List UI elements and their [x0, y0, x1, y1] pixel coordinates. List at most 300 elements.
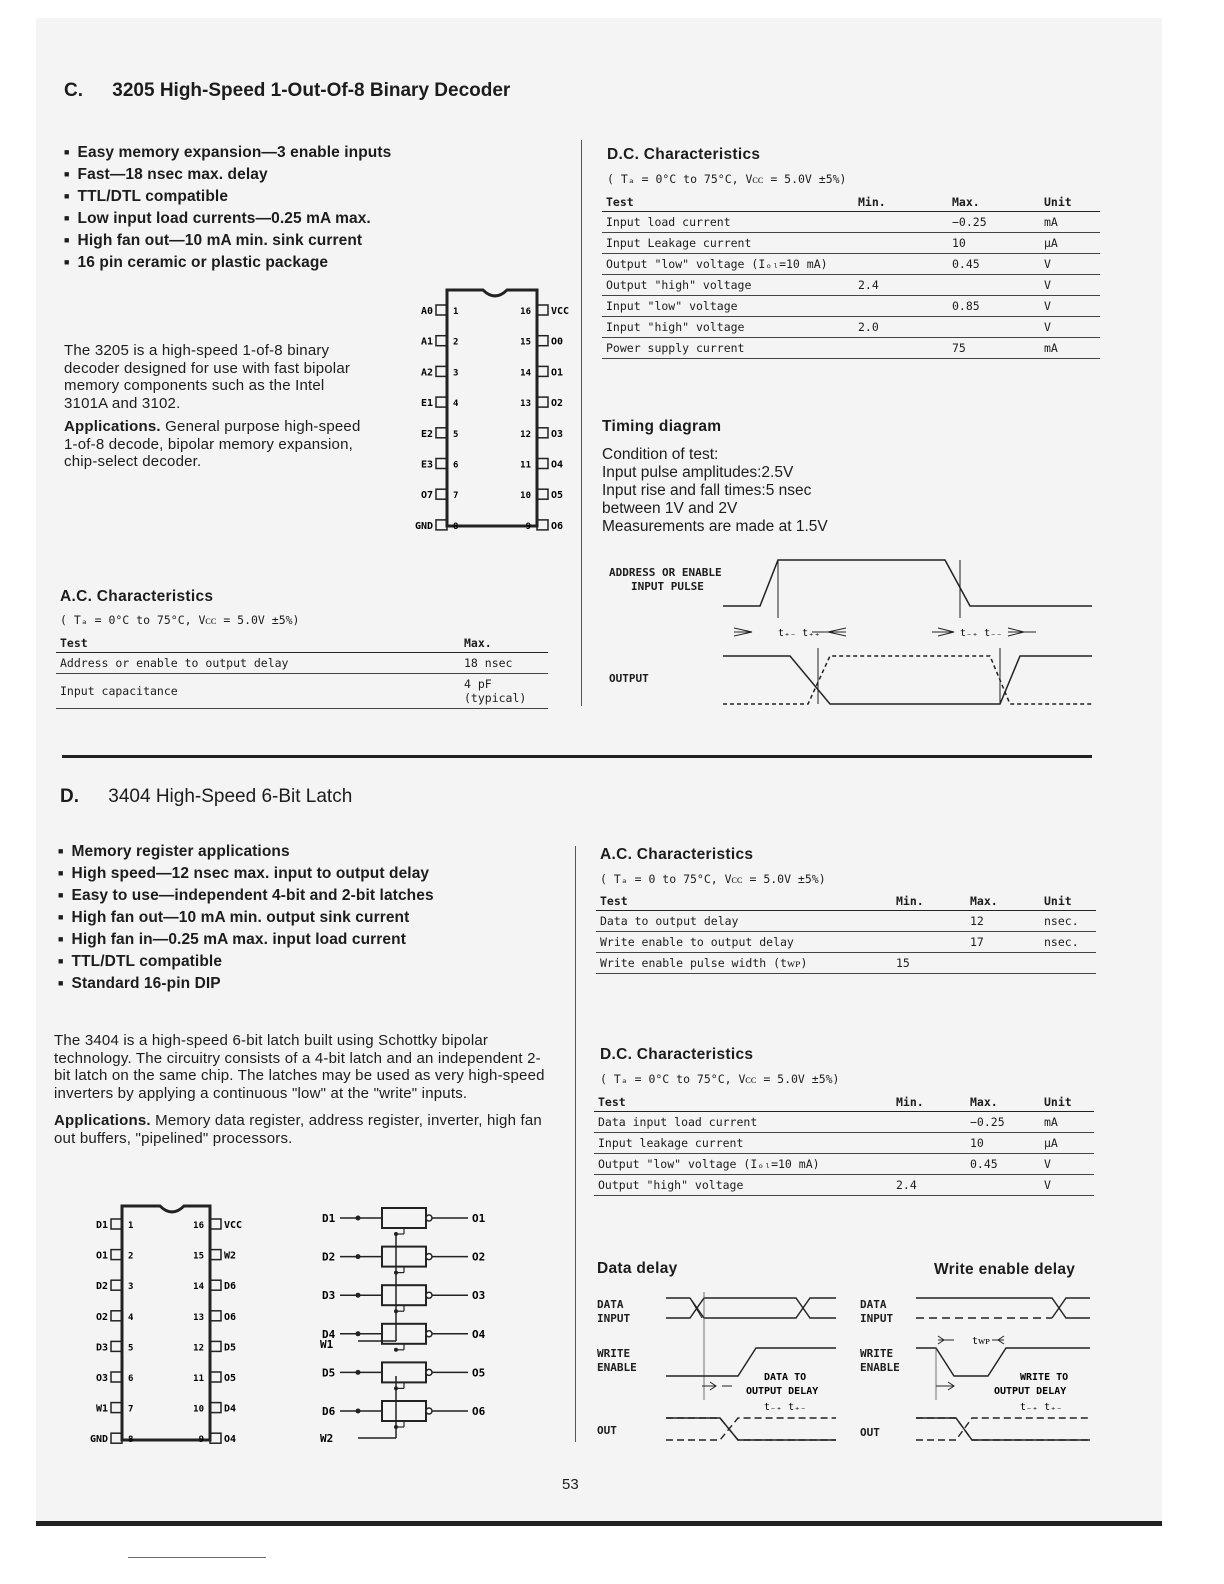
inverter-bubble	[426, 1215, 432, 1221]
table-cell: nsec.	[1040, 932, 1096, 953]
table-cell: V	[1040, 1175, 1094, 1196]
table-cell	[854, 254, 948, 275]
latch-buffer	[382, 1208, 426, 1228]
section-c-dc-condition: ( Tₐ = 0°C to 75°C, Vᴄᴄ = 5.0V ±5%)	[607, 172, 847, 186]
section-d-dc-condition: ( Tₐ = 0°C to 75°C, Vᴄᴄ = 5.0V ±5%)	[600, 1072, 840, 1086]
pin-stub	[537, 428, 548, 438]
table-cell: Output "high" voltage	[594, 1175, 892, 1196]
table-header-row	[56, 634, 548, 653]
latch-buffer	[382, 1247, 426, 1267]
applications-paragraph	[64, 418, 368, 471]
output-label: OUTPUT	[609, 672, 649, 685]
pinout-3205-pins	[415, 305, 569, 532]
col-max: Max.	[966, 1093, 1040, 1112]
write-delay-waveform	[914, 1290, 1094, 1450]
table-row	[596, 932, 1096, 953]
pin-name-label: D1	[95, 1220, 108, 1231]
table-row	[594, 1133, 1094, 1154]
pin-stub	[111, 1280, 122, 1290]
table-cell: −0.25	[966, 1112, 1040, 1133]
pin-stub	[537, 336, 548, 346]
table-cell: 2.0	[854, 317, 948, 338]
write-delay-out-label: OUT	[860, 1426, 880, 1439]
feature-item: ■ Fast—18 nsec max. delay	[64, 166, 484, 184]
column-divider-c	[581, 140, 582, 706]
pin-stub	[111, 1433, 122, 1443]
feature-item: ■ TTL/DTL compatible	[58, 953, 538, 971]
label-line: INPUT	[860, 1312, 894, 1325]
table-row	[56, 674, 548, 709]
pin-name-label: W2	[224, 1250, 237, 1262]
table-cell	[892, 1112, 966, 1133]
timing-condition-line: Measurements are made at 1.5V	[602, 518, 828, 535]
timing-title: Timing diagram	[602, 418, 722, 435]
table-cell: 2.4	[892, 1175, 966, 1196]
table-cell: 2.4	[854, 275, 948, 296]
description-text: The 3205 is a high-speed 1-of-8 binary decoder designed for use with fast bipolar memory components such as the Intel 3101A and 3102.	[64, 342, 351, 412]
section-d-dc-table	[594, 1093, 1094, 1196]
pin-name-label: O0	[551, 336, 564, 348]
table-row	[602, 338, 1100, 359]
table-cell: V	[1040, 275, 1100, 296]
pin-number-label: 1	[453, 307, 459, 317]
pin-stub	[537, 366, 548, 376]
pin-number-label: 16	[520, 307, 531, 317]
timing-condition-line: between 1V and 2V	[602, 500, 738, 517]
data-delay-text: t₋₊ t₊₋	[764, 1402, 807, 1413]
pin-number-label: 13	[520, 399, 531, 410]
pin-name-label: O7	[420, 490, 433, 502]
pin-number-label: 8	[453, 521, 459, 532]
label-line: DATA	[597, 1298, 624, 1311]
pinout-3404-pins	[90, 1219, 242, 1445]
table-cell	[854, 338, 948, 359]
pin-name-label: D2	[95, 1281, 108, 1293]
feature-item: ■ Memory register applications	[58, 843, 538, 861]
feature-item: ■ High fan out—10 mA min. output sink current	[58, 909, 538, 927]
pin-number-label: 6	[453, 460, 459, 471]
pin-stub	[111, 1403, 122, 1413]
data-delay-write-label	[597, 1347, 637, 1375]
table-cell: 17	[966, 932, 1040, 953]
table-cell: 12	[966, 911, 1040, 932]
logic-output-label: O3	[472, 1289, 486, 1303]
pin-number-label: 9	[525, 521, 531, 532]
table-cell	[966, 1175, 1040, 1196]
table-cell	[854, 233, 948, 254]
pin-stub	[436, 459, 447, 469]
table-cell: Output "low" voltage (Iₒₗ=10 mA)	[602, 254, 854, 275]
section-divider	[62, 755, 1092, 758]
logic-output-label: O1	[472, 1212, 486, 1225]
applications-label: Applications.	[54, 1112, 151, 1129]
table-cell: Input "low" voltage	[602, 296, 854, 317]
col-max: Max.	[948, 193, 1040, 212]
pin-stub	[436, 428, 447, 438]
page-bottom-rule	[36, 1521, 1162, 1526]
table-cell: μA	[1040, 1133, 1094, 1154]
pin-stub	[537, 489, 548, 499]
pin-name-label: D5	[224, 1342, 237, 1354]
cell: 18 nsec	[460, 653, 548, 674]
pin-number-label: 2	[453, 337, 459, 348]
table-cell: V	[1040, 296, 1100, 317]
col-min: Min.	[892, 1093, 966, 1112]
table-cell: Data input load current	[594, 1112, 892, 1133]
section-c-dc-table	[602, 193, 1100, 359]
applications-label: Applications.	[64, 418, 161, 435]
logic-input-label: D3	[322, 1289, 336, 1303]
table-cell: Write enable to output delay	[596, 932, 892, 953]
cell: Address or enable to output delay	[56, 653, 460, 674]
table-row	[602, 254, 1100, 275]
pin-number-label: 2	[128, 1251, 134, 1262]
feature-item: ■ TTL/DTL compatible	[64, 188, 484, 206]
pin-stub	[537, 397, 548, 407]
table-cell: 0.45	[966, 1154, 1040, 1175]
applications-paragraph	[54, 1112, 554, 1147]
logic-junction	[356, 1370, 361, 1375]
col-unit: Unit	[1040, 892, 1096, 911]
section-d-dc-title: D.C. Characteristics	[600, 1046, 754, 1063]
table-cell	[1040, 953, 1096, 974]
timing-condition-line: Input pulse amplitudes:2.5V	[602, 464, 794, 481]
label-line: ENABLE	[860, 1361, 900, 1374]
pin-name-label: E1	[420, 398, 433, 410]
pin-name-label: O6	[224, 1311, 237, 1323]
write-delay-input-label	[860, 1298, 893, 1326]
pin-number-label: 1	[128, 1221, 134, 1231]
inverter-bubble	[426, 1408, 432, 1414]
pin-number-label: 6	[128, 1374, 134, 1384]
page-number: 53	[562, 1476, 579, 1493]
table-row	[594, 1154, 1094, 1175]
latch-logic-gates	[322, 1208, 486, 1429]
section-c-heading	[64, 80, 510, 102]
write-delay-title: Write enable delay	[934, 1261, 1076, 1278]
cell: 4 pF (typical)	[460, 674, 548, 709]
table-cell: mA	[1040, 338, 1100, 359]
table-row	[602, 275, 1100, 296]
col-max: Max.	[966, 892, 1040, 911]
table-row	[596, 911, 1096, 932]
table-cell: Write enable pulse width (tᴡᴘ)	[596, 953, 892, 974]
pin-name-label: A2	[420, 367, 433, 379]
logic-output-label: O4	[472, 1327, 486, 1341]
pin-stub	[111, 1250, 122, 1260]
section-d-ac-title: A.C. Characteristics	[600, 846, 754, 863]
table-cell: Data to output delay	[596, 911, 892, 932]
pin-number-label: 7	[128, 1404, 134, 1415]
pin-name-label: GND	[89, 1434, 108, 1446]
table-cell: 10	[948, 233, 1040, 254]
pin-stub	[537, 520, 548, 530]
section-d-ac-table	[596, 892, 1096, 974]
inverter-bubble	[426, 1254, 432, 1260]
column-divider-d	[575, 846, 576, 1442]
table-cell	[892, 911, 966, 932]
table-cell	[892, 1133, 966, 1154]
feature-item: ■ Standard 16-pin DIP	[58, 975, 538, 993]
data-delay-waveform	[664, 1290, 844, 1450]
table-row	[594, 1175, 1094, 1196]
pin-number-label: 12	[520, 429, 531, 440]
pin-number-label: 16	[193, 1221, 204, 1231]
col-max: Max.	[460, 634, 548, 653]
latch-buffer	[382, 1401, 426, 1421]
feature-item: ■ Low input load currents—0.25 mA max.	[64, 210, 484, 228]
w1-label: W1	[320, 1338, 334, 1351]
table-cell: Output "high" voltage	[602, 275, 854, 296]
pin-stub	[210, 1311, 221, 1321]
logic-input-label: D4	[322, 1327, 336, 1341]
pin-number-label: 9	[198, 1435, 204, 1446]
logic-output-label: O2	[472, 1250, 486, 1264]
write-delay-write-label	[860, 1347, 900, 1375]
col-test: Test	[602, 193, 854, 212]
logic-input-label: D1	[322, 1212, 336, 1225]
address-pulse-label	[609, 566, 722, 594]
table-row	[594, 1112, 1094, 1133]
pin-name-label: O5	[551, 490, 564, 502]
pin-name-label: GND	[414, 520, 433, 532]
pin-name-label: E3	[420, 459, 433, 471]
write-delay-text: t₋₊ t₊₋	[1020, 1402, 1063, 1413]
pin-number-label: 8	[128, 1435, 134, 1446]
pin-number-label: 4	[453, 399, 459, 410]
col-test: Test	[594, 1093, 892, 1112]
table-cell: Output "low" voltage (Iₒₗ=10 mA)	[594, 1154, 892, 1175]
pin-stub	[436, 305, 447, 315]
inverter-bubble	[426, 1369, 432, 1375]
logic-output-label: O6	[472, 1405, 486, 1418]
pin-name-label: O4	[551, 459, 564, 471]
pin-number-label: 5	[128, 1343, 134, 1354]
pin-stub	[111, 1372, 122, 1382]
pin-name-label: O2	[551, 398, 564, 410]
table-cell: nsec.	[1040, 911, 1096, 932]
section-c-dc-title: D.C. Characteristics	[607, 146, 761, 163]
pin-name-label: A0	[420, 306, 433, 317]
timing-condition-line: Condition of test:	[602, 446, 719, 463]
table-cell: 0.45	[948, 254, 1040, 275]
inverter-bubble	[426, 1331, 432, 1337]
table-cell: 0.85	[948, 296, 1040, 317]
logic-input-label: D5	[322, 1366, 336, 1380]
logic-junction	[356, 1409, 361, 1414]
label-line: ENABLE	[597, 1361, 637, 1374]
table-cell	[948, 317, 1040, 338]
pin-number-label: 3	[128, 1282, 134, 1293]
table-cell: V	[1040, 317, 1100, 338]
table-cell: Input leakage current	[594, 1133, 892, 1154]
table-cell: Input load current	[602, 212, 854, 233]
write-delay-text: WRITE TO	[1020, 1372, 1069, 1383]
data-delay-out-label: OUT	[597, 1424, 617, 1437]
pin-name-label: D4	[224, 1403, 237, 1415]
footer-link-rule	[128, 1557, 266, 1558]
data-delay-text: DATA TO	[764, 1372, 807, 1383]
section-d-features	[58, 843, 538, 997]
section-c-ac-title: A.C. Characteristics	[60, 588, 214, 605]
col-unit: Unit	[1040, 1093, 1094, 1112]
pin-name-label: W1	[95, 1403, 108, 1415]
pin-name-label: D3	[95, 1342, 108, 1354]
pin-number-label: 13	[193, 1312, 204, 1323]
section-d-description	[54, 1032, 554, 1147]
col-min: Min.	[892, 892, 966, 911]
pin-number-label: 10	[520, 491, 531, 502]
pin-stub	[537, 305, 548, 315]
delay-t2-label: t₋₊ t₋₋	[960, 628, 1003, 639]
table-header-row	[602, 193, 1100, 212]
twp-label: tᴡᴘ	[972, 1336, 990, 1347]
table-cell	[854, 212, 948, 233]
section-c-ac-table	[56, 634, 548, 709]
pin-number-label: 15	[520, 337, 531, 348]
table-cell	[854, 296, 948, 317]
latch-buffer	[382, 1285, 426, 1305]
table-cell	[966, 953, 1040, 974]
table-cell: mA	[1040, 1112, 1094, 1133]
pin-stub	[436, 366, 447, 376]
pin-number-label: 4	[128, 1312, 134, 1323]
table-cell: V	[1040, 254, 1100, 275]
applications-text: Memory data register, address register, inverter, high fan out buffers, "pipelined" processors.	[54, 1112, 542, 1147]
pin-number-label: 15	[193, 1251, 204, 1262]
pin-name-label: A1	[420, 336, 433, 348]
section-d-heading	[60, 786, 352, 808]
pin-number-label: 3	[453, 368, 459, 379]
logic-junction	[356, 1216, 361, 1221]
feature-item: ■ Easy memory expansion—3 enable inputs	[64, 144, 484, 162]
pin-name-label: O3	[551, 428, 564, 440]
pinout-3404-diagram	[80, 1198, 260, 1448]
pin-stub	[111, 1341, 122, 1351]
pin-stub	[436, 336, 447, 346]
pin-stub	[111, 1311, 122, 1321]
pinout-3205-diagram	[395, 282, 580, 532]
section-c-description	[64, 342, 368, 471]
feature-item: ■ Easy to use—independent 4-bit and 2-bit latches	[58, 887, 538, 905]
logic-junction	[356, 1331, 361, 1336]
pin-stub	[210, 1219, 221, 1229]
table-cell	[892, 1154, 966, 1175]
pin-number-label: 5	[453, 429, 459, 440]
col-test: Test	[56, 634, 460, 653]
label-line: INPUT	[597, 1312, 631, 1325]
cell: Input capacitance	[56, 674, 460, 709]
feature-item: ■ High speed—12 nsec max. input to output delay	[58, 865, 538, 883]
table-cell: V	[1040, 1154, 1094, 1175]
pin-stub	[210, 1250, 221, 1260]
logic-junction	[394, 1348, 398, 1352]
feature-item: ■ 16 pin ceramic or plastic package	[64, 254, 484, 272]
timing-condition-line: Input rise and fall times:5 nsec	[602, 482, 812, 499]
table-cell: 10	[966, 1133, 1040, 1154]
pin-name-label: O6	[551, 520, 564, 532]
w2-label: W2	[320, 1432, 334, 1445]
pin-name-label: VCC	[224, 1220, 243, 1231]
section-c-title: 3205 High-Speed 1-Out-Of-8 Binary Decoder	[112, 80, 511, 101]
feature-item: ■ High fan out—10 mA min. sink current	[64, 232, 484, 250]
table-cell: Input Leakage current	[602, 233, 854, 254]
col-min: Min.	[854, 193, 948, 212]
pin-stub	[436, 520, 447, 530]
feature-item: ■ High fan in—0.25 mA max. input load current	[58, 931, 538, 949]
pin-number-label: 11	[193, 1374, 204, 1384]
table-row	[56, 653, 548, 674]
pin-number-label: 14	[520, 368, 531, 379]
table-cell: Input "high" voltage	[602, 317, 854, 338]
pin-number-label: 14	[193, 1282, 204, 1293]
data-delay-text: OUTPUT DELAY	[746, 1386, 819, 1397]
pin-stub	[210, 1341, 221, 1351]
delay-t1-label: t₊₋ t₊₊	[778, 628, 821, 639]
data-delay-input-label	[597, 1298, 630, 1326]
pin-number-label: 10	[193, 1404, 204, 1415]
pin-name-label: O3	[95, 1373, 108, 1384]
logic-junction	[356, 1254, 361, 1259]
logic-output-label: O5	[472, 1366, 486, 1380]
section-c-ac-condition: ( Tₐ = 0°C to 75°C, Vᴄᴄ = 5.0V ±5%)	[60, 613, 300, 627]
pin-name-label: O1	[95, 1250, 108, 1262]
label-line: WRITE	[597, 1347, 631, 1360]
pin-stub	[210, 1403, 221, 1413]
pin-name-label: VCC	[551, 306, 570, 317]
pin-stub	[436, 397, 447, 407]
pin-number-label: 11	[520, 460, 531, 471]
pin-stub	[210, 1433, 221, 1443]
applications-text: General purpose high-speed 1-of-8 decode, bipolar memory expansion, chip-select decoder.	[64, 418, 361, 470]
latch-logic-diagram	[318, 1198, 498, 1448]
pin-number-label: 7	[453, 491, 459, 502]
write-delay-text: OUTPUT DELAY	[994, 1386, 1067, 1397]
pin-stub	[537, 459, 548, 469]
latch-buffer	[382, 1362, 426, 1382]
section-d-ac-condition: ( Tₐ = 0 to 75°C, Vᴄᴄ = 5.0V ±5%)	[600, 872, 826, 886]
timing-conditions	[602, 446, 828, 536]
logic-input-label: D2	[322, 1250, 336, 1264]
pin-name-label: O5	[224, 1373, 237, 1384]
pin-stub	[436, 489, 447, 499]
section-c-label: C.	[64, 80, 83, 101]
logic-input-label: D6	[322, 1405, 336, 1418]
table-cell: −0.25	[948, 212, 1040, 233]
table-row	[602, 212, 1100, 233]
pin-stub	[210, 1280, 221, 1290]
section-d-label: D.	[60, 786, 79, 807]
table-cell: μA	[1040, 233, 1100, 254]
inverter-bubble	[426, 1292, 432, 1298]
address-label-line: INPUT PULSE	[631, 580, 704, 593]
pin-stub	[111, 1219, 122, 1229]
pin-stub	[210, 1372, 221, 1382]
table-cell: mA	[1040, 212, 1100, 233]
col-test: Test	[596, 892, 892, 911]
pin-name-label: O4	[224, 1434, 237, 1446]
timing-waveform	[720, 552, 1100, 712]
table-cell: 15	[892, 953, 966, 974]
description-text: The 3404 is a high-speed 6-bit latch built using Schottky bipolar technology. The circuitry consists of a 4-bit latch and an independent 2-bit latch on the same chip. The latches may be used as very high-speed inverters by applying a continuous "low" at the "write" inputs.	[54, 1032, 545, 1102]
table-cell	[892, 932, 966, 953]
data-delay-title: Data delay	[597, 1260, 678, 1277]
table-header-row	[594, 1093, 1094, 1112]
logic-junction	[356, 1293, 361, 1298]
col-unit: Unit	[1040, 193, 1100, 212]
table-row	[596, 953, 1096, 974]
pin-name-label: D6	[224, 1281, 237, 1293]
